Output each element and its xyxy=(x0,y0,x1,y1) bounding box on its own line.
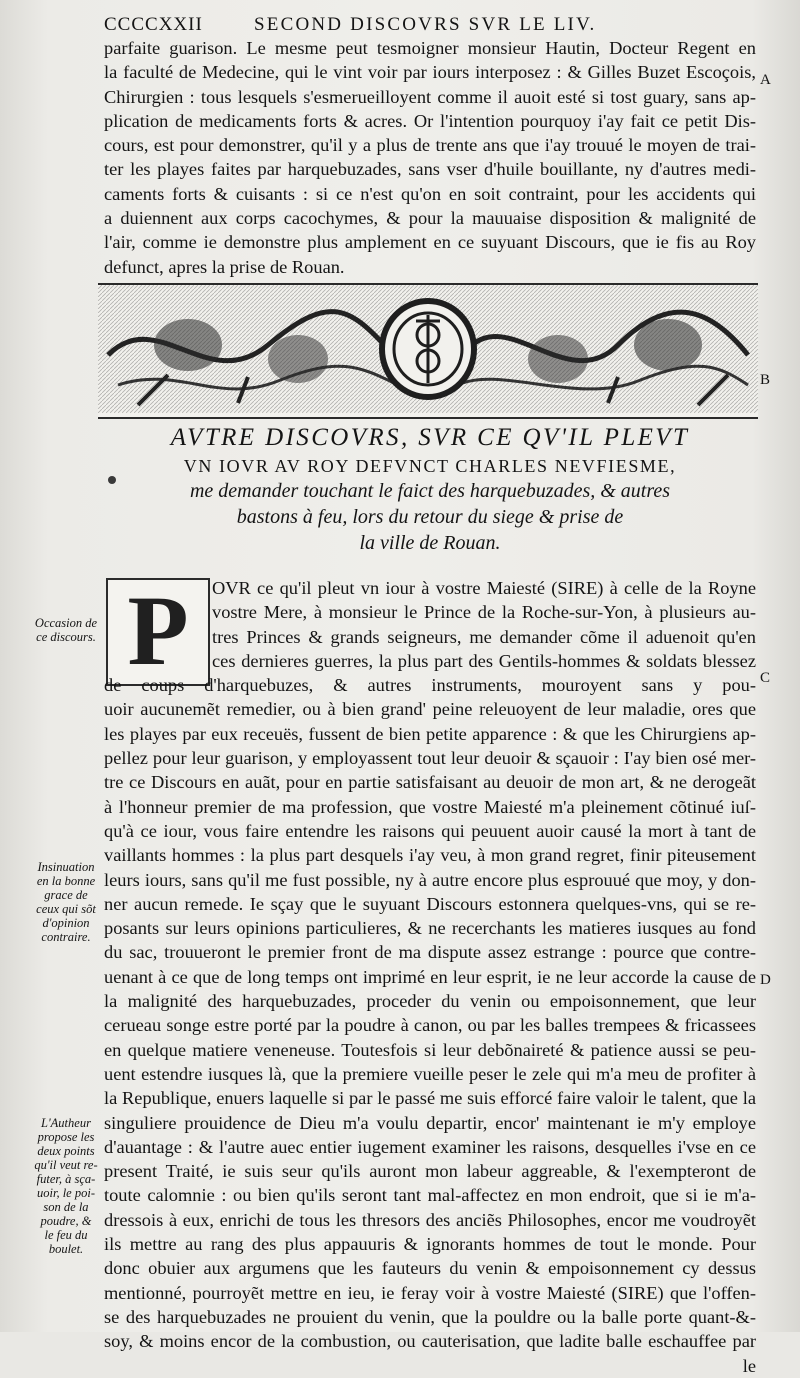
text-line: du sac, trouueront le premier front de ma dispute assez estrange : pource que contre- xyxy=(104,942,756,963)
decorative-headpiece xyxy=(98,283,758,419)
sidenote-line: d'opinion xyxy=(42,916,90,930)
text-line: de coups d'harquebuzes, & autres instruments, mouroyent sans y pou- xyxy=(104,675,756,696)
text-line: la faculté de Medecine, qui le vint voir par iours interposez : & Gilles Buzet Escoçois, xyxy=(104,62,756,83)
main-paragraph xyxy=(104,576,756,1378)
text-line: uoir aucunemẽt remedier, ou à bien grand' peine releuoyent de leur maladie, ores que xyxy=(104,699,756,720)
text-line: ner aucun remede. Ie sçay que le suyuant Discours estonnera quelques-vns, qui se re- xyxy=(104,893,756,914)
text-line: se des harquebuzades ne prouient du venin, que la pouldre ou la balle porte quant-&- xyxy=(104,1306,756,1327)
headpiece-engraving xyxy=(98,285,758,413)
sidenote-line: poudre, & xyxy=(40,1214,92,1228)
chapter-heading-line1: AVTRE DISCOVRS, SVR CE QV'IL PLEVT xyxy=(170,424,690,451)
margin-letter-c: C xyxy=(760,670,771,686)
text-line: caments forts & cuisants : si ce n'est qu'on en soit contraint, pour les accidents qui xyxy=(104,183,756,204)
sidenote-insinuation xyxy=(30,860,102,944)
sidenote-line: Insinuation xyxy=(37,860,95,874)
sidenote-author-proposes xyxy=(30,1116,102,1256)
text-line: les playes par eux receuës, fussent de bien petite apparence : & que les Chirurgiens ap- xyxy=(104,723,756,744)
text-line: la Republique, enuers laquelle si par le passé me suis efforcé faire valoir le talent, que la xyxy=(104,1088,756,1109)
text-line: plication de medicaments forts & acres. Or l'intention pourquoy i'ay fait ce petit Dis- xyxy=(104,110,756,131)
sidenote-line: en la bonne xyxy=(36,874,96,888)
drop-capital-letter: P xyxy=(127,575,189,686)
text-line: qu'à ce iour, vous faire entendre les raisons qui peuuent auoir causé la mort à tant de xyxy=(104,820,756,841)
text-line: mentionné, pourroyẽt mettre en ieu, ie feray voir à vostre Maiesté (SIRE) que l'offen- xyxy=(104,1282,756,1303)
sidenote-line: propose les xyxy=(37,1130,95,1144)
text-line: cours, est pour demonstrer, qu'il y a plus de trente ans que i'ay trouué le moyen de trai- xyxy=(104,135,756,156)
sidenote-line: ce discours. xyxy=(36,630,96,644)
text-line: d'auantage : & l'autre auec entier iugement examiner les raisons, desquelles i'vse en ce xyxy=(104,1136,756,1157)
text-line: tres Princes & grands seigneurs, me demander cõme il aduenoit qu'en xyxy=(212,626,756,647)
text-line: singuliere prouidence de Dieu m'a voulu departir, encor' maintenant ie m'y employe xyxy=(104,1112,756,1133)
chapter-heading-line2: VN IOVR AV ROY DEFVNCT CHARLES NEVFIESME, xyxy=(183,456,677,476)
text-line: uent estendre iusques là, que la premiere vueille peser le zele qui m'a meu de profiter à xyxy=(104,1063,756,1084)
sidenote-line: contraire. xyxy=(41,930,91,944)
ink-spot xyxy=(108,476,116,484)
margin-letter-d: D xyxy=(760,972,771,988)
text-line: donc obuier aux argumens que les fauteurs du venin & empoisonnement cy dessus xyxy=(104,1258,756,1279)
text-line: uenant à ce que de long temps ont imprimé en leur esprit, ie ne leur accorde la cause de xyxy=(104,966,756,987)
text-line: ces dernieres guerres, la plus part des Gentils-hommes & soldats blessez xyxy=(212,650,756,671)
catchword: le xyxy=(742,1355,756,1376)
running-title: SECOND DISCOVRS SVR LE LIV. xyxy=(254,14,597,35)
text-line: leurs iours, sans qu'il me fust possible, ny à autre encore plus esprouué que moy, y don- xyxy=(104,869,756,890)
text-line: defunct, apres la prise de Rouan. xyxy=(104,256,345,277)
top-paragraph xyxy=(104,36,756,279)
sidenote-line: L'Autheur xyxy=(41,1116,91,1130)
text-line: cerueau songe estre porté par la poudre à canon, ou par les balles trempees & fricassees xyxy=(104,1015,756,1036)
text-line: OVR ce qu'il pleut vn iour à vostre Maiesté (SIRE) à celle de la Royne xyxy=(212,578,756,598)
sidenote-line: deux points xyxy=(37,1144,95,1158)
sidenote-line: qu'il veut re- xyxy=(34,1158,98,1172)
sidenote-occasion xyxy=(30,616,102,644)
sidenote-line: uoir, le poi- xyxy=(37,1186,95,1200)
text-line: ter les playes faites par harquebuzades, sans vser d'huile bouillante, ny d'autres medi- xyxy=(104,159,756,180)
text-line: vaillants hommes : la plus part desquels i'ay veu, à mon grand regret, finir piteusement xyxy=(104,845,756,866)
sidenote-line: ceux qui sõt xyxy=(36,902,96,916)
sidenote-line: boulet. xyxy=(48,1242,84,1256)
sidenote-line: le feu du xyxy=(44,1228,88,1242)
chapter-heading-line3: me demander touchant le faict des harquebuzades, & autres xyxy=(189,480,671,502)
text-line: tre ce Discours en auãt, pour en partie satisfaisant au deuoir de mon art, & ne derogeãt xyxy=(104,772,756,793)
text-line: l'air, comme ie demonstre plus amplement en ce suyuant Discours, que ie fis au Roy xyxy=(104,232,756,253)
text-line: present Traité, ie suis seur qu'ils auront mon labeur aggreable, & l'exempteront de xyxy=(104,1161,756,1182)
text-line: posants sur leurs opinions particulieres, & ne recerchants les matieres iusques au fond xyxy=(104,918,756,939)
margin-letter-b: B xyxy=(760,372,771,388)
text-line: dressois à eux, enrichi de tous les thresors des anciẽs Philosophes, encor me voudroyẽt xyxy=(104,1209,756,1230)
text-line: a duiennent aux corps cacochymes, & pour la mauuaise disposition & malignité de xyxy=(104,208,756,229)
text-line: parfaite guarison. Le mesme peut tesmoigner monsieur Hautin, Docteur Regent en xyxy=(104,38,756,58)
text-line: à l'honneur premier de ma profession, que vostre Maiesté m'a pleinement cõtinué iuſ- xyxy=(104,796,756,817)
folio-number: CCCCXXII xyxy=(104,14,203,35)
text-line: soy, & moins encor de la combustion, ou cauterisation, que ladite balle eschauffee par xyxy=(104,1331,756,1352)
text-line: vostre Mere, à monsieur le Prince de la Roche-sur-Yon, à plusieurs au- xyxy=(212,602,756,623)
sidenote-line: futer, à sça- xyxy=(36,1172,96,1186)
text-line: la malignité des harquebuzades, proceder du venin ou empoisonnement, que leur xyxy=(104,991,756,1012)
margin-letter-a: A xyxy=(760,72,771,88)
chapter-heading-line5: la ville de Rouan. xyxy=(359,532,501,554)
text-line: en quelque matiere veneneuse. Toutesfois si leur debõnaireté & patience aussi se peu- xyxy=(104,1039,756,1060)
text-line: ils mettre au rang des plus appauuris & ignorants hommes de tout le monde. Pour xyxy=(104,1234,756,1255)
sidenote-line: son de la xyxy=(43,1200,89,1214)
text-line: toute calomnie : ou bien qu'ils seront tant mal-affectez en mon endroit, que si ie m'a- xyxy=(104,1185,756,1206)
text-line: pellez pour leur guarison, y employassent tout leur deuoir & sçauoir : I'ay bien osé mer- xyxy=(104,748,756,769)
text-line: Chirurgien : tous lesquels s'esmerueilloyent comme il auoit esté si tost guary, sans ap- xyxy=(104,86,756,107)
sidenote-line: grace de xyxy=(44,888,88,902)
sidenote-line: Occasion de xyxy=(34,616,98,630)
chapter-heading-line4: bastons à feu, lors du retour du siege & prise de xyxy=(236,506,624,528)
